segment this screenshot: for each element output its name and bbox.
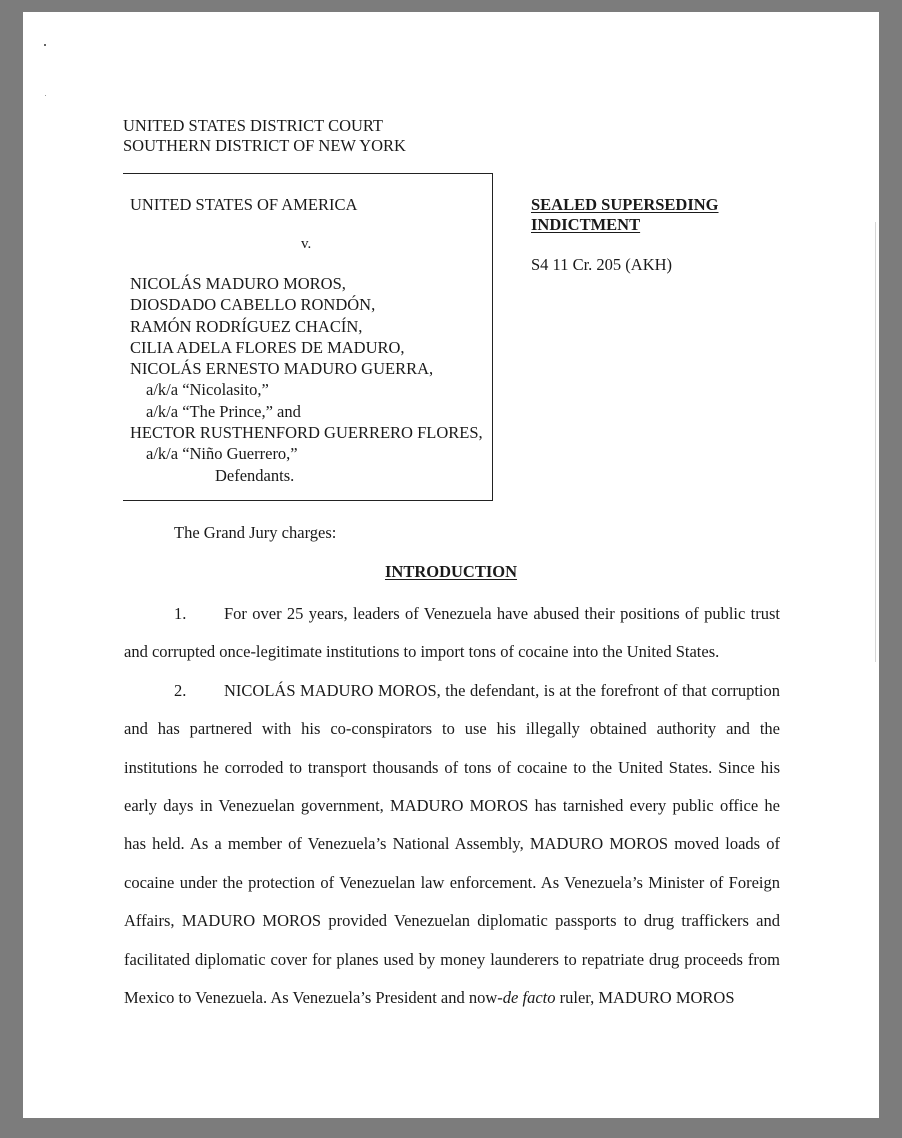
defendant-alias: a/k/a “Niño Guerrero,” — [146, 444, 298, 464]
paragraph-text: ruler, MADURO MOROS — [555, 988, 735, 1008]
court-district: SOUTHERN DISTRICT OF NEW YORK — [123, 136, 406, 155]
body-text — [124, 595, 780, 1017]
defendant-line: HECTOR RUSTHENFORD GUERRERO FLORES, — [130, 423, 483, 443]
defendant-alias: a/k/a “Nicolasito,” — [146, 380, 269, 400]
document-page — [23, 12, 879, 1118]
document-title-line2: INDICTMENT — [531, 215, 641, 234]
defendant-line: NICOLÁS MADURO MOROS, — [130, 274, 346, 293]
scan-edge-mark — [875, 222, 876, 662]
paragraph-text: For over 25 years, leaders of Venezuela have abused their positions of public trust and corrupted once-legitimate institutions to import tons of cocaine into the United States. — [124, 604, 780, 662]
defendant-line: NICOLÁS ERNESTO MADURO GUERRA, — [130, 359, 434, 379]
paragraph-italic-text: de facto — [502, 988, 556, 1008]
plaintiff-name: UNITED STATES OF AMERICA — [130, 195, 358, 214]
paragraph-text: NICOLÁS MADURO MOROS, the defendant, is at the forefront of that corruption and has partnered with his co-conspirators to use his illegally obtained authority and the institutions he corroded to transport thousands of tons of cocaine to the United States. Since his early days in Venezuelan government, MADURO MOROS has tarnished every public office he has held. As a member of Venezuela’s National Assembly, MADURO MOROS moved loads of cocaine under the protection of Venezuelan law enforcement. As Venezuela’s Minister of Foreign Affairs, MADURO MOROS provided Venezuelan diplomatic passports to drug traffickers and facilitated diplomatic cover for planes used by money launderers to repatriate drug proceeds from Mexico to Venezuela. As Venezuela’s President and now- — [124, 680, 780, 1008]
versus-label: v. — [301, 236, 312, 252]
document-title — [531, 195, 719, 235]
paragraph-number: 1. — [174, 604, 187, 623]
case-number: S4 11 Cr. 205 (AKH) — [531, 255, 673, 274]
defendants-list — [130, 273, 483, 465]
defendant-line: CILIA ADELA FLORES DE MADURO, — [130, 337, 405, 357]
document-title-line1: SEALED SUPERSEDING — [531, 195, 719, 214]
defendants-label: Defendants. — [215, 466, 295, 485]
charges-intro: The Grand Jury charges: — [174, 523, 337, 542]
paragraph-number: 2. — [174, 680, 187, 700]
scan-speck — [45, 95, 46, 96]
paragraph-2 — [124, 672, 780, 1018]
paragraph-1 — [124, 595, 780, 672]
scan-speck — [44, 44, 46, 46]
defendant-alias: a/k/a “The Prince,” and — [146, 401, 301, 421]
defendant-line: DIOSDADO CABELLO RONDÓN, — [130, 295, 376, 315]
defendant-line: RAMÓN RODRÍGUEZ CHACÍN, — [130, 316, 363, 336]
court-name: UNITED STATES DISTRICT COURT — [123, 116, 384, 135]
section-heading: INTRODUCTION — [384, 562, 518, 581]
court-header — [123, 116, 406, 156]
case-caption-box — [123, 173, 493, 501]
